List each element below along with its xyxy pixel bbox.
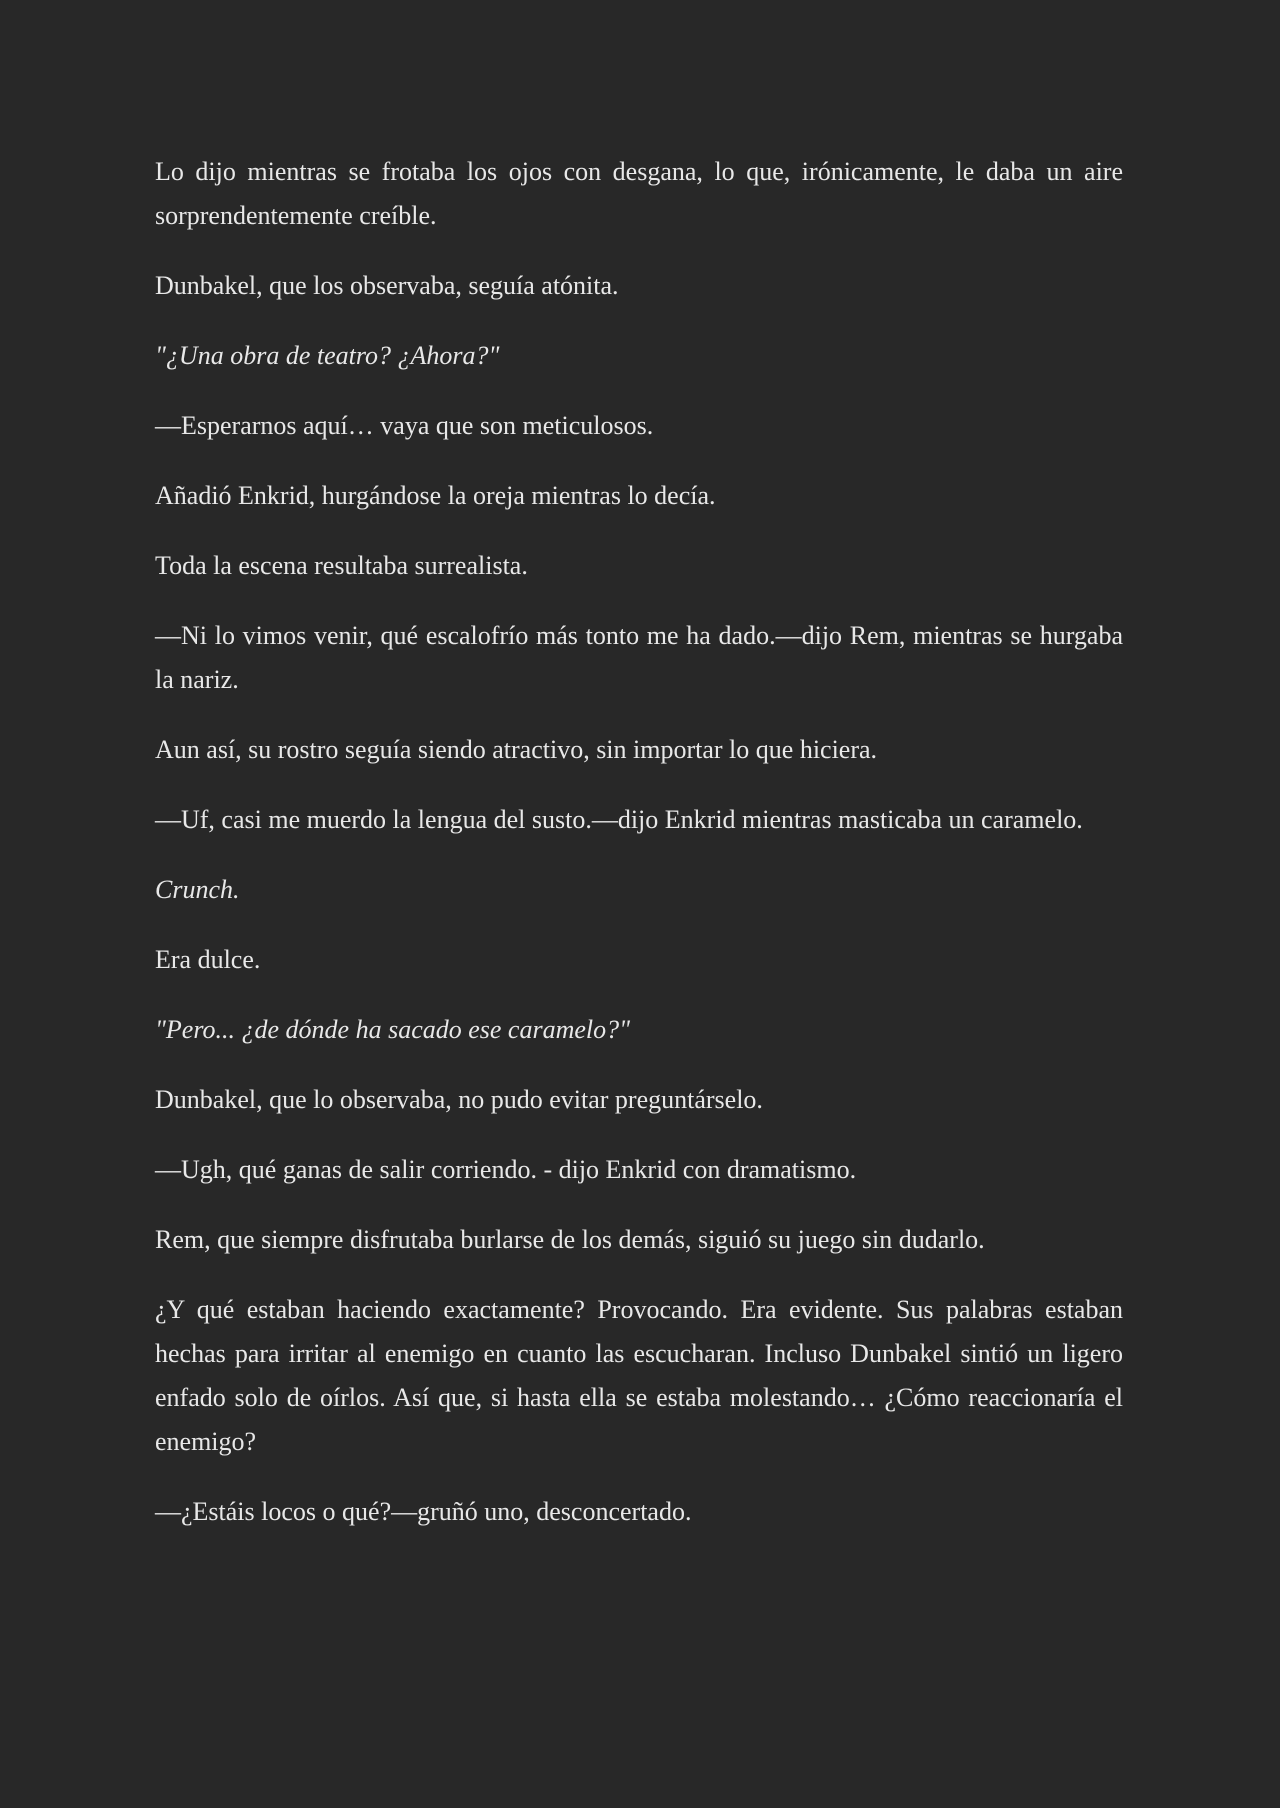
paragraph-17-dialogue: —¿Estáis locos o qué?—gruñó uno, desconcertado. bbox=[155, 1497, 692, 1526]
paragraph-1: Lo dijo mientras se frotaba los ojos con desgana, lo que, irónicamente, le daba un aire sorprendentemente creíble. bbox=[155, 157, 1123, 230]
paragraph-6: Toda la escena resultaba surrealista. bbox=[155, 551, 528, 580]
paragraph-5: Añadió Enkrid, hurgándose la oreja mientras lo decía. bbox=[155, 481, 716, 510]
paragraph-9-dialogue: —Uf, casi me muerdo la lengua del susto.—dijo Enkrid mientras masticaba un caramelo. bbox=[155, 805, 1083, 834]
paragraph-14-dialogue: —Ugh, qué ganas de salir corriendo. - dijo Enkrid con dramatismo. bbox=[155, 1155, 857, 1184]
paragraph-7-dialogue: —Ni lo vimos venir, qué escalofrío más tonto me ha dado.—dijo Rem, mientras se hurgaba la nariz. bbox=[155, 621, 1123, 694]
paragraph-13: Dunbakel, que lo observaba, no pudo evitar preguntárselo. bbox=[155, 1085, 763, 1114]
paragraph-10-sound: Crunch. bbox=[155, 875, 240, 904]
paragraph-2: Dunbakel, que los observaba, seguía atónita. bbox=[155, 271, 619, 300]
paragraph-11: Era dulce. bbox=[155, 945, 261, 974]
reading-pane bbox=[155, 150, 1123, 1560]
paragraph-16: ¿Y qué estaban haciendo exactamente? Provocando. Era evidente. Sus palabras estaban hechas para irritar al enemigo en cuanto las escucharan. Incluso Dunbakel sintió un ligero enfado solo de oírlos. Así que, si hasta ella se estaba molestando… ¿Cómo reaccionaría el enemigo? bbox=[155, 1295, 1123, 1456]
paragraph-8: Aun así, su rostro seguía siendo atractivo, sin importar lo que hiciera. bbox=[155, 735, 878, 764]
paragraph-15: Rem, que siempre disfrutaba burlarse de los demás, siguió su juego sin dudarlo. bbox=[155, 1225, 985, 1254]
paragraph-4-dialogue: —Esperarnos aquí… vaya que son meticulosos. bbox=[155, 411, 654, 440]
paragraph-3-thought: "¿Una obra de teatro? ¿Ahora?" bbox=[155, 341, 500, 370]
paragraph-12-thought: "Pero... ¿de dónde ha sacado ese caramelo?" bbox=[155, 1015, 631, 1044]
